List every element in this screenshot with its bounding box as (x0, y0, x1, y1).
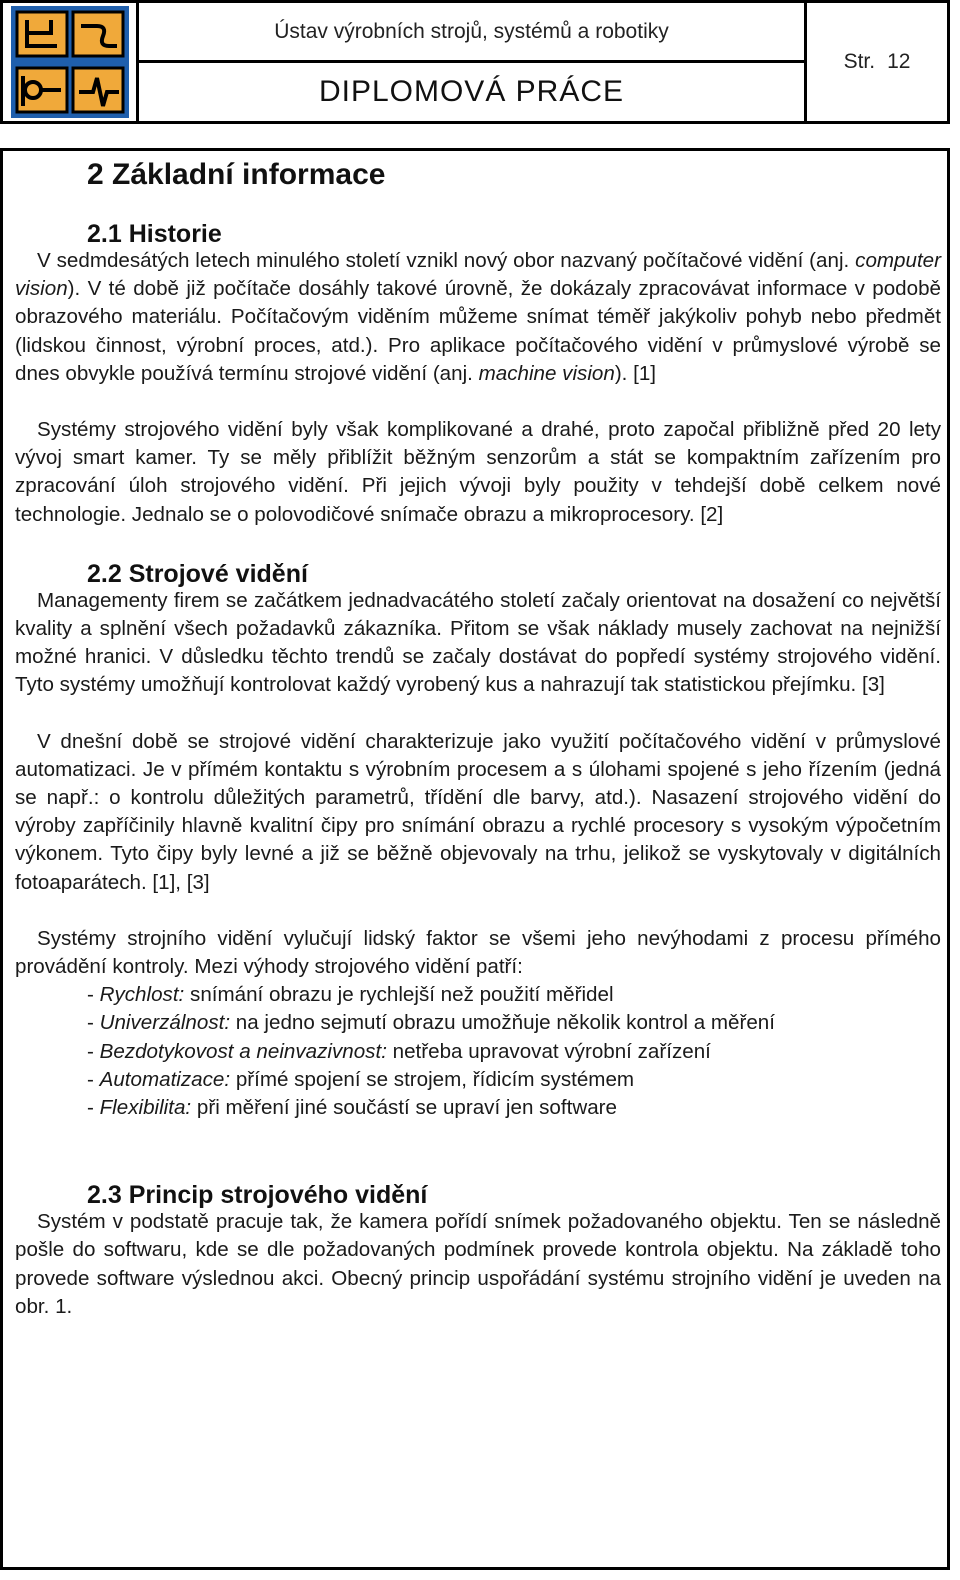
list-item (15, 1066, 941, 1094)
header-title-block (139, 3, 807, 121)
term-computer-vision: computer vision (15, 249, 941, 301)
list-dash: - (87, 1039, 100, 1063)
paragraph: V dnešní době se strojové vidění charakterizuje jako využití počítačového vidění v průmyslové automatizaci. Je v přímém kontaktu s výrobním procesem a s úlohami spojené s jeho řízením (jedná se např.: o kontrolu důležitých parametrů, třídění dle barvy, atd.). Nasazení strojového vidění do výroby zapříčinily hlavně kvalitní čipy pro snímání obrazu a rychlé procesory s vysokým výpočetním výkonem. Tyto čipy byly levné a již se běžně objevovaly na trhu, jelikož se vyskytovaly v digitálních fotoaparátech. [1], [3] (15, 729, 941, 894)
institute-logo (3, 3, 139, 121)
chapter-title: 2 Základní informace (87, 158, 386, 191)
list-item (15, 981, 941, 1009)
page-number: 12 (887, 50, 911, 73)
list-dash: - (87, 1011, 100, 1035)
content-frame (0, 148, 950, 1570)
list-dash: - (87, 1096, 100, 1120)
text-span: ). V té době již počítače dosáhly takové úrovně, že dokázaly zpracovávat informace v podobě obrazového materiálu. Počítačovým viděním můžeme snímat téměř jakýkoliv pohyb nebo předmět (lidskou činnost, výrobní proces, atd.). Pro aplikace počítačového vidění v průmyslové výrobě se dnes obvykle používá termínu strojové vidění (anj. (15, 277, 941, 385)
institute-name: Ústav výrobních strojů, systémů a robotiky (139, 3, 804, 63)
list-text: snímání obrazu je rychlejší než použití měřidel (184, 983, 614, 1007)
list-term: Rychlost: (99, 983, 185, 1007)
list-text: přímé spojení se strojem, řídicím systémem (230, 1067, 635, 1091)
list-term: Univerzálnost: (99, 1011, 231, 1035)
section-title-strojove: 2.2 Strojové vidění (87, 559, 308, 588)
advantages-list (15, 981, 941, 1122)
page-header (0, 0, 950, 124)
list-dash: - (87, 983, 100, 1007)
paragraph: Systém v podstatě pracuje tak, že kamera pořídí snímek požadovaného objektu. Ten se následně pošle do softwaru, kde se dle požadovaných podmínek provede kontrola objektu. Na základě toho provede software výslednou akci. Obecný princip uspořádání systému strojního vidění je uveden na obr. 1. (15, 1210, 941, 1318)
list-item (15, 1009, 941, 1037)
paragraph: Systémy strojového vidění byly však komplikované a drahé, proto započal přibližně před 20 lety vývoj smart kamer. Ty se měly přiblížit běžným senzorům a stát se kompaktním zařízením pro zpracování úloh strojového vidění. Při jejich vývoji byly použity v tehdejší době celkem nové technologie. Jednalo se o polovodičové snímače obrazu a mikroprocesory. [2] (15, 418, 941, 526)
list-item (15, 1094, 941, 1122)
list-term: Flexibilita: (99, 1096, 192, 1120)
paragraph (15, 247, 941, 388)
thesis-label: DIPLOMOVÁ PRÁCE (318, 75, 625, 108)
text-span: ). [1] (614, 361, 657, 385)
list-term: Bezdotykovost a neinvazivnost: (99, 1039, 387, 1063)
list-item (15, 1038, 941, 1066)
section-title-historie: 2.1 Historie (87, 220, 222, 248)
page-number-cell (807, 3, 947, 121)
content-body (15, 155, 941, 1321)
list-text: při měření jiné součástí se upraví jen software (191, 1096, 617, 1120)
list-term: Automatizace: (99, 1067, 231, 1091)
list-text: na jedno sejmutí obrazu umožňuje několik kontrol a měření (230, 1011, 775, 1035)
paragraph: Systémy strojního vidění vylučují lidský faktor se všemi jeho nevýhodami z procesu přímého provádění kontroly. Mezi výhody strojového vidění patří: (15, 926, 941, 979)
text-span: V sedmdesátých letech minulého století vznikl nový obor nazvaný počítačové vidění (anj. (37, 249, 856, 272)
paragraph: Managementy firem se začátkem jednadvacátého století začaly orientovat na dosažení co největší kvality a splnění všech požadavků zákazníka. Přitom se však náklady musely zachovat na nejnižší možné hranici. V důsledku těchto trendů se začaly dostávat do popředí systémy strojového vidění. Tyto systémy umožňují kontrolovat každý vyrobený kus a nahrazují tak statistickou přejímku. [3] (15, 588, 941, 697)
list-dash: - (87, 1067, 100, 1091)
term-machine-vision: machine vision (478, 361, 615, 385)
page-prefix: Str. (843, 50, 876, 73)
logo-icon (11, 6, 129, 118)
section-title-princip: 2.3 Princip strojového vidění (87, 1181, 428, 1210)
list-text: netřeba upravovat výrobní zařízení (386, 1039, 711, 1063)
